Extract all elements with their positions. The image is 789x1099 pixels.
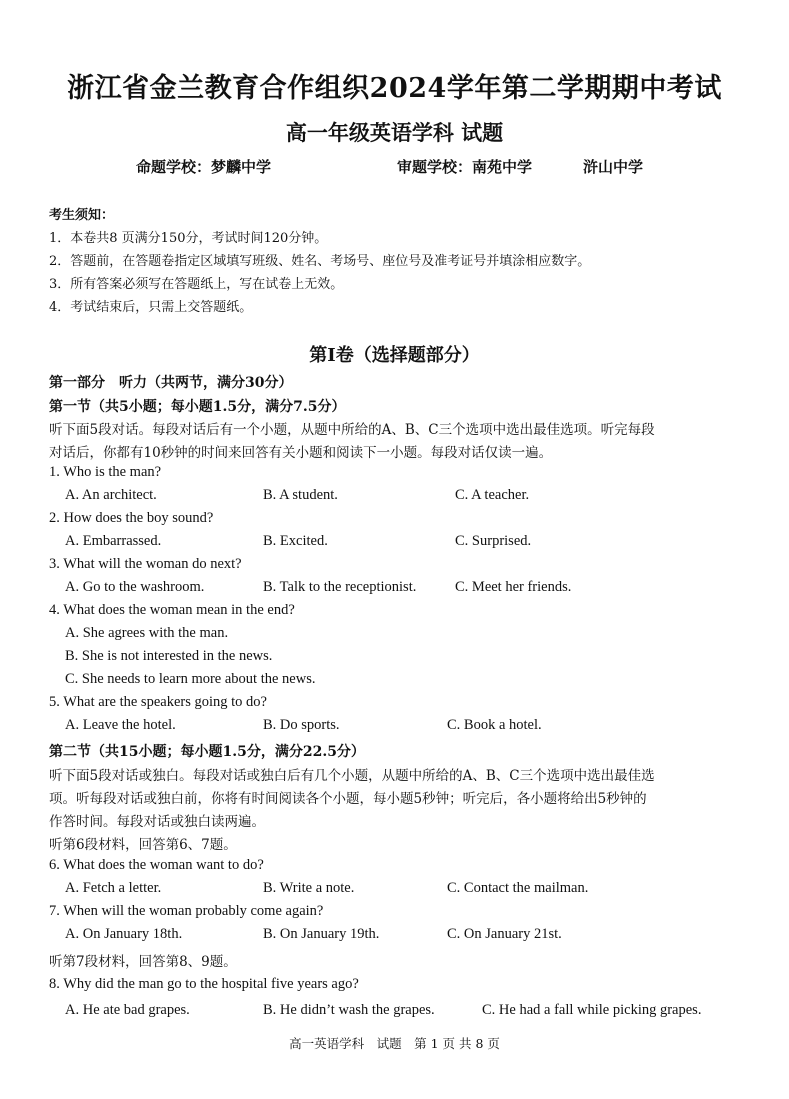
option-b: B. A student. xyxy=(263,487,338,503)
option-a: A. Leave the hotel. xyxy=(65,717,176,733)
section-one-title: 第一节（共5小题；每小题1.5分，满分7.5分） xyxy=(49,399,346,415)
question-stem: 3. What will the woman do next? xyxy=(49,556,242,572)
option-b: B. Excited. xyxy=(263,533,328,549)
exam-subtitle: 高一年级英语学科 试题 xyxy=(285,120,504,145)
question-stem: 4. What does the woman mean in the end? xyxy=(49,602,295,618)
reviewer-school-2: 浒山中学 xyxy=(583,158,644,176)
notice-item: 2．答题前，在答题卷指定区域填写班级、姓名、考场号、座位号及准考证号并填涂相应数字。 xyxy=(49,254,591,269)
question-stem: 2. How does the boy sound? xyxy=(49,510,214,526)
option-c: C. He had a fall while picking grapes. xyxy=(482,1002,702,1018)
question-stem: 8. Why did the man go to the hospital five years ago? xyxy=(49,976,359,992)
notice-item: 1．本卷共8 页满分150分，考试时间120分钟。 xyxy=(49,231,328,246)
section-two-instructions: 项。听每段对话或独白前，你将有时间阅读各个小题，每小题5秒钟；听完后，各小题将给出5秒钟的 xyxy=(49,791,647,807)
notice-item: 4．考试结束后，只需上交答题纸。 xyxy=(49,300,253,315)
option-b: B. Talk to the receptionist. xyxy=(263,579,417,595)
notice-heading: 考生须知： xyxy=(49,208,115,223)
option-b: B. He didn’t wash the grapes. xyxy=(263,1002,435,1018)
reviewer-school: 审题学校：南苑中学 xyxy=(397,158,533,176)
setter-school: 命题学校：梦麟中学 xyxy=(136,158,272,176)
listening-section-title: 第一部分 听力（共两节，满分30分） xyxy=(49,375,293,391)
section-one-instructions: 对话后，你都有10秒钟的时间来回答有关小题和阅读下一小题。每段对话仅读一遍。 xyxy=(49,445,553,461)
option-c: C. Meet her friends. xyxy=(455,579,572,595)
section-two-instructions: 听下面5段对话或独白。每段对话或独白后有几个小题，从题中所给的A、B、C三个选项中选出最佳选 xyxy=(49,768,655,784)
option-b: B. On January 19th. xyxy=(263,926,380,942)
option-c: C. Surprised. xyxy=(455,533,532,549)
material-intro: 听第6段材料，回答第6、7题。 xyxy=(49,837,237,853)
section-one-instructions: 听下面5段对话。每段对话后有一个小题，从题中所给的A、B、C三个选项中选出最佳选项。听完每段 xyxy=(49,422,655,438)
notice-item: 3．所有答案必须写在答题纸上，写在试卷上无效。 xyxy=(49,277,344,292)
option-b: B. Write a note. xyxy=(263,880,355,896)
page-footer: 高一英语学科 试题 第 1 页 共 8 页 xyxy=(289,1036,500,1051)
option-a: A. On January 18th. xyxy=(65,926,183,942)
section-two-instructions: 作答时间。每段对话或独白读两遍。 xyxy=(49,814,265,830)
option-b: B. She is not interested in the news. xyxy=(65,648,273,664)
question-stem: 1. Who is the man? xyxy=(49,464,162,480)
option-c: C. On January 21st. xyxy=(447,926,562,942)
question-stem: 6. What does the woman want to do? xyxy=(49,857,264,873)
option-b: B. Do sports. xyxy=(263,717,340,733)
option-a: A. An architect. xyxy=(65,487,157,503)
option-a: A. Go to the washroom. xyxy=(65,579,205,595)
option-a: A. He ate bad grapes. xyxy=(65,1002,190,1018)
option-c: C. She needs to learn more about the news. xyxy=(65,671,316,687)
question-stem: 7. When will the woman probably come again? xyxy=(49,903,324,919)
option-c: C. A teacher. xyxy=(455,487,530,503)
option-a: A. Embarrassed. xyxy=(65,533,162,549)
material-intro: 听第7段材料，回答第8、9题。 xyxy=(49,954,237,970)
exam-title: 浙江省金兰教育合作组织2024学年第二学期期中考试 xyxy=(67,73,722,104)
option-c: C. Contact the mailman. xyxy=(447,880,589,896)
option-c: C. Book a hotel. xyxy=(447,717,542,733)
section-two-title: 第二节（共15小题；每小题1.5分，满分22.5分） xyxy=(49,744,365,760)
part-one-title: 第Ⅰ卷（选择题部分） xyxy=(309,345,480,366)
option-a: A. She agrees with the man. xyxy=(65,625,229,641)
option-a: A. Fetch a letter. xyxy=(65,880,162,896)
question-stem: 5. What are the speakers going to do? xyxy=(49,694,267,710)
